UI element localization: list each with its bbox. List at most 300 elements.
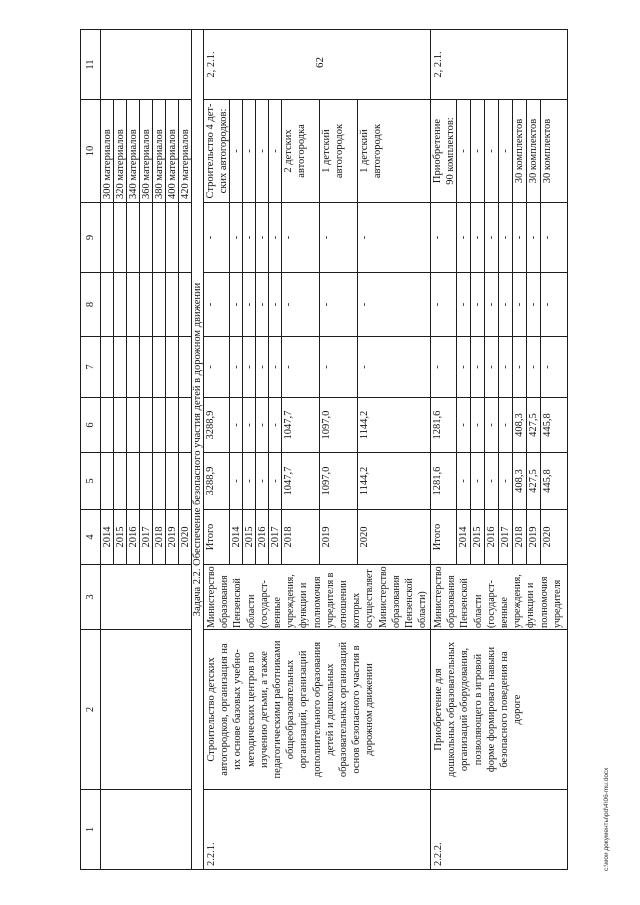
value-cell <box>457 202 471 272</box>
year-text: Итого <box>205 523 216 551</box>
value-text: - <box>472 302 483 307</box>
indicator-link-text: 2, 2.1. <box>206 51 217 78</box>
value-text: - <box>542 365 553 369</box>
responsible-line: учреждения, <box>512 574 524 628</box>
year-cell <box>243 509 256 564</box>
empty-value-cell <box>101 202 114 272</box>
value-text: - <box>359 302 370 307</box>
responsible-party <box>204 564 431 629</box>
indicator-line: 2 детских <box>283 129 294 173</box>
value-cell <box>513 452 527 509</box>
value-cell <box>204 202 230 272</box>
value-text: 445,8 <box>542 413 553 437</box>
empty-value-cell <box>101 397 114 452</box>
responsible-line: образования <box>446 575 458 628</box>
value-cell <box>358 397 431 452</box>
value-text: - <box>432 302 443 307</box>
year-text: 2015 <box>244 526 255 548</box>
value-text: - <box>458 235 469 240</box>
year-cell <box>527 509 541 564</box>
value-cell <box>282 336 320 397</box>
year-cell <box>320 509 358 564</box>
empty-value-cell <box>114 336 127 397</box>
indicator-cell <box>320 99 358 202</box>
value-cell <box>243 336 256 397</box>
value-cell <box>358 272 431 336</box>
value-text: - <box>486 235 497 240</box>
measure-name-line: детей и дошкольных <box>324 663 336 756</box>
year-text: 2017 <box>141 526 152 548</box>
year-cell <box>431 509 457 564</box>
value-text: 427,5 <box>528 413 539 437</box>
value-text: - <box>486 365 497 369</box>
year-cell <box>269 509 282 564</box>
empty-value-cell <box>153 272 166 336</box>
year-text: 2020 <box>359 526 370 548</box>
indicator-line: - <box>270 149 281 153</box>
value-cell <box>282 452 320 509</box>
value-text: - <box>283 235 294 240</box>
value-text: - <box>528 302 539 307</box>
value-cell <box>471 272 485 336</box>
value-text: - <box>359 365 370 369</box>
value-text: - <box>231 302 242 307</box>
value-text: - <box>270 365 281 369</box>
indicator-line: - <box>244 149 255 153</box>
value-text: - <box>500 365 511 369</box>
header-number: 3 <box>84 594 96 600</box>
measure-number-text: 2.2.1. <box>206 842 217 866</box>
empty-value-cell <box>127 336 140 397</box>
value-cell <box>513 397 527 452</box>
responsible-line: полномочия <box>311 576 323 628</box>
value-cell <box>282 272 320 336</box>
header-cell-5 <box>81 452 101 509</box>
value-cell <box>256 272 269 336</box>
measure-name-line: организаций, организаций <box>298 650 310 769</box>
year-cell <box>179 509 192 564</box>
value-cell <box>485 202 499 272</box>
empty-value-cell <box>153 202 166 272</box>
indicator-cell <box>166 99 179 202</box>
value-text: - <box>270 479 281 483</box>
empty-value-cell <box>166 336 179 397</box>
value-cell <box>471 202 485 272</box>
header-cell-2 <box>81 629 101 789</box>
value-cell <box>269 336 282 397</box>
header-cell-4 <box>81 509 101 564</box>
value-text: 1097,0 <box>321 466 332 496</box>
value-text: - <box>472 235 483 240</box>
value-cell <box>457 452 471 509</box>
header-cell-3 <box>81 564 101 629</box>
empty-value-cell <box>114 397 127 452</box>
measure-name-line: основ безопасного участия в <box>351 645 363 774</box>
value-cell <box>243 272 256 336</box>
year-cell <box>457 509 471 564</box>
value-cell <box>431 272 457 336</box>
year-cell <box>485 509 499 564</box>
value-cell <box>499 452 513 509</box>
empty-value-cell <box>179 272 192 336</box>
indicator-line: ских автогородков: <box>218 108 230 194</box>
value-text: 1047,7 <box>283 410 294 440</box>
value-text: - <box>514 302 525 307</box>
indicator-line: Строительство 4 дет- <box>205 103 216 199</box>
value-cell <box>320 452 358 509</box>
continued-merged-cell <box>101 29 192 99</box>
value-cell <box>527 452 541 509</box>
rotated-table-sheet <box>80 29 568 870</box>
year-text: 2014 <box>231 526 242 548</box>
responsible-line: образования <box>219 575 231 628</box>
empty-value-cell <box>101 272 114 336</box>
responsible-party <box>431 564 568 629</box>
header-cell-8 <box>81 272 101 336</box>
indicator-text: 400 материалов <box>167 129 178 199</box>
responsible-line: образования <box>390 575 402 628</box>
value-cell <box>269 202 282 272</box>
year-text: 2016 <box>486 526 497 548</box>
value-text: - <box>321 302 332 307</box>
empty-value-cell <box>166 397 179 452</box>
empty-value-cell <box>179 397 192 452</box>
value-cell <box>431 202 457 272</box>
value-cell <box>431 336 457 397</box>
indicator-cell <box>513 99 527 202</box>
value-text: - <box>486 479 497 483</box>
value-cell <box>230 336 243 397</box>
year-text: 2020 <box>542 526 553 548</box>
year-text: 2015 <box>115 526 126 548</box>
value-cell <box>471 452 485 509</box>
value-cell <box>431 397 457 452</box>
responsible-line: Министерство <box>206 566 217 628</box>
value-text: - <box>359 235 370 240</box>
value-cell <box>204 452 230 509</box>
measure-name-line: образовательных организаций <box>338 641 350 778</box>
empty-value-cell <box>127 397 140 452</box>
header-number: 8 <box>84 301 96 308</box>
header-number: 9 <box>84 234 96 241</box>
header-number: 1 <box>84 826 96 833</box>
measure-number <box>204 789 431 869</box>
value-cell <box>457 272 471 336</box>
value-cell <box>269 452 282 509</box>
responsible-line: функции и <box>298 582 310 628</box>
value-text: - <box>458 423 469 427</box>
value-cell <box>243 202 256 272</box>
value-text: - <box>270 235 281 240</box>
value-cell <box>230 452 243 509</box>
value-cell <box>256 336 269 397</box>
value-text: - <box>270 423 281 427</box>
responsible-line: отношении <box>338 580 350 628</box>
year-cell <box>127 509 140 564</box>
indicator-text: 300 материалов <box>102 129 113 199</box>
value-text: - <box>500 479 511 483</box>
responsible-line: области) <box>417 591 429 628</box>
value-cell <box>230 202 243 272</box>
value-cell <box>243 397 256 452</box>
header-cell-11 <box>81 29 101 99</box>
value-cell <box>358 452 431 509</box>
year-cell <box>114 509 127 564</box>
value-text: - <box>528 365 539 369</box>
empty-value-cell <box>166 452 179 509</box>
continued-merged-cell <box>101 789 192 869</box>
responsible-line: Министерство <box>377 566 389 628</box>
year-cell <box>230 509 243 564</box>
empty-value-cell <box>153 336 166 397</box>
value-cell <box>256 397 269 452</box>
value-cell <box>256 452 269 509</box>
empty-value-cell <box>166 202 179 272</box>
value-text: 1144,2 <box>359 410 370 440</box>
value-cell <box>527 397 541 452</box>
value-cell <box>541 272 568 336</box>
empty-value-cell <box>114 272 127 336</box>
year-cell <box>256 509 269 564</box>
value-text: 408,3 <box>514 413 525 437</box>
year-text: 2017 <box>270 526 281 548</box>
measure-name-line: дополнительного образования <box>311 641 323 778</box>
value-text: - <box>283 302 294 307</box>
responsible-line: осуществляет <box>364 569 376 628</box>
value-cell <box>513 272 527 336</box>
responsible-line: функции и <box>525 582 537 628</box>
indicator-line: 30 комплектов <box>514 118 525 184</box>
year-text: 2015 <box>472 526 483 548</box>
empty-value-cell <box>101 336 114 397</box>
value-cell <box>471 397 485 452</box>
value-text: - <box>528 235 539 240</box>
value-cell <box>204 272 230 336</box>
indicator-cell <box>127 99 140 202</box>
indicator-cell <box>457 99 471 202</box>
measure-number-text: 2.2.2. <box>433 842 444 866</box>
value-cell <box>320 336 358 397</box>
value-cell <box>485 452 499 509</box>
indicator-cell <box>499 99 513 202</box>
value-text: - <box>514 235 525 240</box>
indicator-cell <box>256 99 269 202</box>
indicator-line: 30 комплектов <box>528 118 539 184</box>
indicator-line: - <box>231 149 242 153</box>
measure-name-line: изучению детьми, а также <box>258 651 270 768</box>
year-cell <box>204 509 230 564</box>
indicator-cell <box>541 99 568 202</box>
value-cell <box>243 452 256 509</box>
responsible-line: области <box>245 594 257 628</box>
value-cell <box>541 202 568 272</box>
measure-name-line: автогородков, организация на <box>219 643 231 776</box>
value-text: - <box>283 365 294 369</box>
value-cell <box>204 336 230 397</box>
responsible-line: учредителя <box>551 579 563 628</box>
indicator-cell <box>204 99 230 202</box>
value-text: - <box>432 235 443 240</box>
value-cell <box>457 336 471 397</box>
indicator-cell <box>101 99 114 202</box>
value-text: - <box>205 365 216 369</box>
year-text: 2019 <box>167 526 178 548</box>
value-text: 408,3 <box>514 469 525 493</box>
value-text: - <box>257 479 268 483</box>
value-text: - <box>257 302 268 307</box>
indicator-line: автогородка <box>296 124 308 178</box>
empty-value-cell <box>153 452 166 509</box>
empty-value-cell <box>179 452 192 509</box>
indicator-cell <box>230 99 243 202</box>
measure-name-line: организаций оборудования, <box>459 647 471 772</box>
year-text: 2019 <box>321 526 332 548</box>
value-text: 1047,7 <box>283 466 294 496</box>
value-cell <box>485 336 499 397</box>
measure-name-line: Приобретение для <box>433 668 444 751</box>
responsible-line: учредителя в <box>324 572 336 628</box>
year-text: Итого <box>432 523 443 551</box>
empty-value-cell <box>114 452 127 509</box>
empty-value-cell <box>127 452 140 509</box>
header-number: 7 <box>84 364 96 370</box>
value-text: - <box>472 423 483 427</box>
value-text: - <box>500 423 511 427</box>
responsible-line: (государст- <box>485 580 497 628</box>
value-text: - <box>500 235 511 240</box>
value-text: - <box>486 302 497 307</box>
indicator-cell <box>114 99 127 202</box>
value-text: 427,5 <box>528 469 539 493</box>
empty-value-cell <box>127 272 140 336</box>
year-cell <box>140 509 153 564</box>
value-text: - <box>257 365 268 369</box>
value-cell <box>527 336 541 397</box>
value-cell <box>499 397 513 452</box>
year-cell <box>358 509 431 564</box>
value-cell <box>358 202 431 272</box>
value-text: - <box>244 423 255 427</box>
measure-name <box>204 629 431 789</box>
year-cell <box>499 509 513 564</box>
task-heading <box>192 29 204 869</box>
year-cell <box>541 509 568 564</box>
responsible-line: Министерство <box>433 566 444 628</box>
indicator-text: 360 материалов <box>141 129 152 199</box>
continued-merged-cell <box>101 564 192 629</box>
empty-value-cell <box>153 397 166 452</box>
measure-number <box>431 789 568 869</box>
empty-value-cell <box>114 202 127 272</box>
year-text: 2016 <box>257 526 268 548</box>
measure-name <box>431 629 568 789</box>
value-cell <box>230 272 243 336</box>
responsible-line: Пензенской <box>459 578 471 628</box>
value-text: - <box>244 235 255 240</box>
indicator-line: - <box>500 149 511 153</box>
indicator-text: 420 материалов <box>180 129 191 199</box>
year-cell <box>153 509 166 564</box>
value-cell <box>320 272 358 336</box>
value-cell <box>230 397 243 452</box>
year-cell <box>471 509 485 564</box>
indicator-cell <box>243 99 256 202</box>
value-text: 1144,2 <box>359 466 370 496</box>
empty-value-cell <box>179 202 192 272</box>
value-text: - <box>472 479 483 483</box>
indicator-cell <box>153 99 166 202</box>
value-text: - <box>270 302 281 307</box>
value-text: - <box>231 235 242 240</box>
indicator-line: Приобретение <box>432 118 443 184</box>
year-cell <box>166 509 179 564</box>
continued-merged-cell <box>101 629 192 789</box>
year-cell <box>101 509 114 564</box>
indicator-link-text: 2, 2.1. <box>433 51 444 78</box>
value-text: - <box>432 365 443 369</box>
indicator-line: 30 комплектов <box>542 118 553 184</box>
responsible-line: области <box>472 594 484 628</box>
value-text: - <box>486 423 497 427</box>
measure-name-line: Строительство детских <box>206 657 217 762</box>
responsible-line: Пензенской <box>404 578 416 628</box>
header-number: 11 <box>84 59 96 70</box>
value-cell <box>358 336 431 397</box>
value-cell <box>485 272 499 336</box>
file-path-footer: c:\мои документы\pd\4\06-mu.docx <box>603 767 610 871</box>
value-text: - <box>458 302 469 307</box>
empty-value-cell <box>140 336 153 397</box>
measure-name-line: позволяющего в игровой <box>472 653 484 766</box>
value-cell <box>485 397 499 452</box>
measure-name-line: их основе базовых учебно- <box>232 649 244 770</box>
indicator-cell <box>282 99 320 202</box>
measure-name-line: методических центров по <box>245 652 257 767</box>
year-text: 2017 <box>500 526 511 548</box>
value-cell <box>431 452 457 509</box>
responsible-line: полномочия <box>538 576 550 628</box>
page-number: 62 <box>314 57 326 68</box>
value-cell <box>541 452 568 509</box>
value-text: 1097,0 <box>321 410 332 440</box>
year-cell <box>513 509 527 564</box>
value-text: - <box>500 302 511 307</box>
value-text: - <box>257 235 268 240</box>
year-cell <box>282 509 320 564</box>
year-text: 2019 <box>528 526 539 548</box>
value-cell <box>256 202 269 272</box>
value-text: - <box>542 302 553 307</box>
measure-name-line: дорожном движении <box>364 663 376 756</box>
value-text: - <box>205 235 216 240</box>
header-cell-10 <box>81 99 101 202</box>
indicator-link <box>204 29 431 99</box>
header-cell-7 <box>81 336 101 397</box>
task-text: Задача 2.2. Обеспечение безопасного участия детей в дорожном движении <box>192 282 203 617</box>
value-text: - <box>244 365 255 369</box>
indicator-line: - <box>472 149 483 153</box>
responsible-line: Пензенской <box>232 578 244 628</box>
value-text: - <box>542 235 553 240</box>
value-text: - <box>231 423 242 427</box>
indicator-cell <box>140 99 153 202</box>
value-text: - <box>321 235 332 240</box>
indicator-line: автогородок <box>372 123 384 179</box>
measure-name-line: общеобразовательных <box>285 659 297 760</box>
responsible-line: венные <box>499 597 511 628</box>
value-cell <box>527 272 541 336</box>
empty-value-cell <box>140 202 153 272</box>
